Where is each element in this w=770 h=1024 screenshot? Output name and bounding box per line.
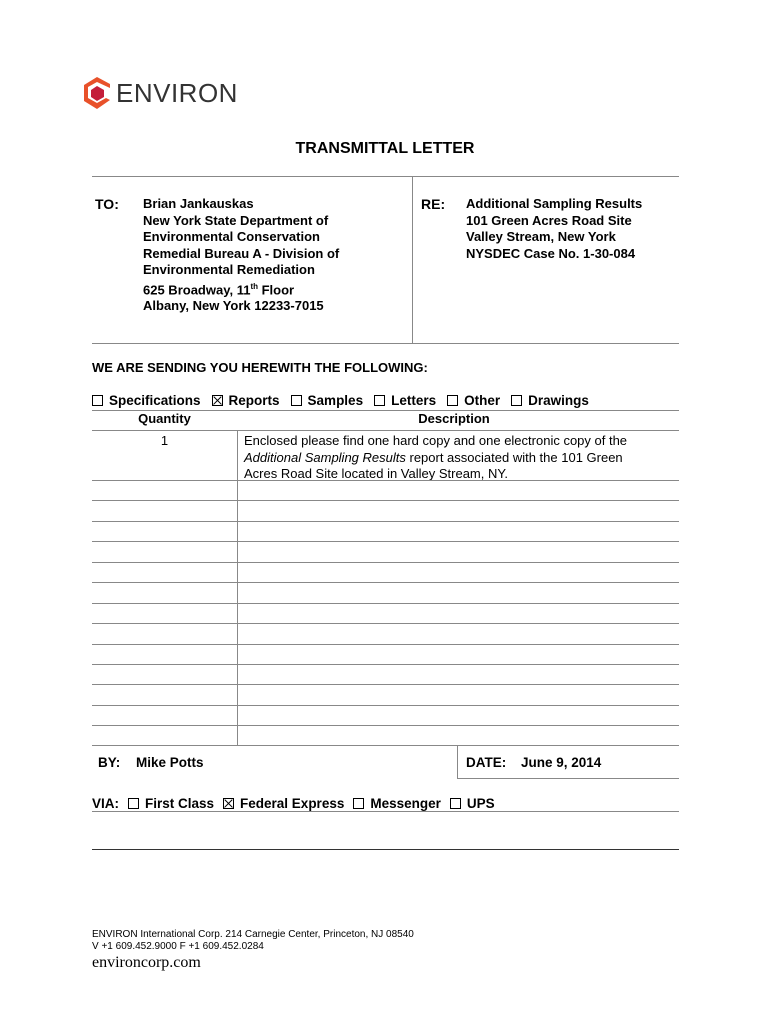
table-row-line (92, 644, 679, 645)
checkbox-other[interactable]: Other (447, 393, 500, 408)
table-row-line (92, 541, 679, 542)
checkbox-reports[interactable]: Reports (212, 393, 280, 408)
checkbox-unchecked-icon (511, 395, 522, 406)
table-row-line (92, 603, 679, 604)
table-row-line (92, 500, 679, 501)
checkbox-checked-icon (223, 798, 234, 809)
date-value: June 9, 2014 (521, 755, 602, 770)
table-row-line (92, 725, 679, 726)
checkbox-federal-express[interactable]: Federal Express (223, 796, 344, 811)
checkbox-unchecked-icon (92, 395, 103, 406)
checkbox-unchecked-icon (291, 395, 302, 406)
table-row-line (92, 684, 679, 685)
table-row-line (92, 623, 679, 624)
table-row-line (92, 582, 679, 583)
recipient-org-line: Environmental Conservation (143, 229, 320, 244)
table-row-line (92, 664, 679, 665)
table-bottom-line (92, 745, 679, 746)
re-label: RE: (421, 196, 446, 212)
checkbox-first-class[interactable]: First Class (128, 796, 214, 811)
checkbox-unchecked-icon (128, 798, 139, 809)
checkbox-unchecked-icon (353, 798, 364, 809)
to-label: TO: (95, 196, 119, 212)
sending-heading: WE ARE SENDING YOU HEREWITH THE FOLLOWING: (92, 360, 428, 375)
checkbox-specifications[interactable]: Specifications (92, 393, 201, 408)
table-row-line (92, 521, 679, 522)
table-row-line (92, 705, 679, 706)
document-title: TRANSMITTAL LETTER (295, 140, 475, 157)
recipient-street-line: 625 Broadway, 11th Floor (143, 281, 295, 297)
environ-logo-mark-icon (82, 76, 112, 110)
divider-header-bottom (92, 343, 679, 344)
date-label: DATE: (466, 755, 507, 770)
item-type-checkboxes (92, 393, 600, 408)
via-label: VIA: (92, 796, 119, 811)
subject-line: 101 Green Acres Road Site (466, 212, 632, 228)
remarks-line (92, 849, 679, 850)
subject-block (466, 196, 642, 262)
footer-website-link[interactable]: environcorp.com (92, 954, 201, 971)
checkbox-messenger[interactable]: Messenger (353, 796, 441, 811)
subject-line: Additional Sampling Results (466, 196, 643, 211)
checkbox-drawings[interactable]: Drawings (511, 393, 589, 408)
by-label: BY: (98, 755, 121, 770)
checkbox-unchecked-icon (374, 395, 385, 406)
checkbox-checked-icon (212, 395, 223, 406)
by-date-divider (457, 745, 458, 778)
subject-line: NYSDEC Case No. 1-30-084 (466, 245, 636, 261)
divider-top (92, 176, 679, 177)
recipient-org-line: Environmental Remediation (143, 262, 315, 277)
recipient-address (143, 196, 339, 315)
delivery-method (92, 796, 504, 811)
table-row-line (92, 480, 679, 481)
environ-logo-text: ENVIRON (116, 77, 238, 108)
subject-line: Valley Stream, New York (466, 229, 616, 244)
description-cell: Enclosed please find one hard copy and one electronic copy of the Additional Sampling Results report associated with the 101 Green Acres Road Site located in Valley Stream, NY. (244, 433, 628, 481)
description-header: Description (418, 411, 490, 426)
checkbox-ups[interactable]: UPS (450, 796, 495, 811)
via-underline (92, 811, 679, 812)
table-header-line (92, 430, 679, 431)
footer-address (92, 929, 414, 953)
quantity-cell: 1 (160, 433, 169, 448)
checkbox-samples[interactable]: Samples (291, 393, 364, 408)
sender-name: Mike Potts (136, 755, 204, 770)
checkbox-letters[interactable]: Letters (374, 393, 436, 408)
quantity-header: Quantity (138, 411, 191, 426)
footer-address-line: ENVIRON International Corp. 214 Carnegie Center, Princeton, NJ 08540 (92, 929, 414, 940)
footer-phone-line: V +1 609.452.9000 F +1 609.452.0284 (92, 941, 264, 952)
divider-to-re (412, 176, 413, 343)
checkbox-unchecked-icon (450, 798, 461, 809)
recipient-name: Brian Jankauskas (143, 196, 254, 211)
table-row-line (92, 562, 679, 563)
checkbox-unchecked-icon (447, 395, 458, 406)
table-column-divider (237, 430, 238, 745)
recipient-org-line: Remedial Bureau A - Division of (143, 245, 340, 261)
date-underline (457, 778, 679, 779)
recipient-org-line: New York State Department of (143, 212, 329, 228)
environ-logo (82, 76, 238, 110)
recipient-city-line: Albany, New York 12233-7015 (143, 298, 324, 314)
